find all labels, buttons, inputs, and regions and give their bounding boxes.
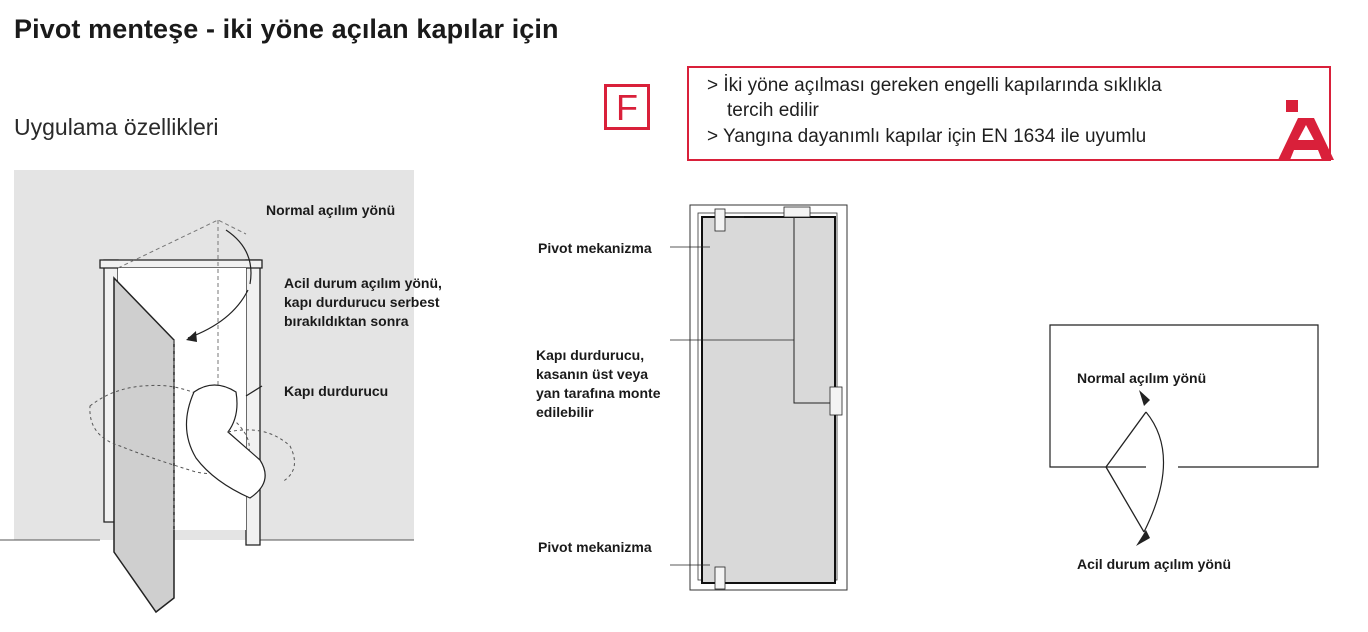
label-emergency-opening-1: Acil durum açılım yönü, bbox=[284, 275, 442, 291]
label-plan-emergency: Acil durum açılım yönü bbox=[1077, 556, 1232, 572]
brand-logo-icon bbox=[1278, 100, 1334, 162]
door-elevation-diagram bbox=[670, 195, 870, 615]
label-plan-normal: Normal açılım yönü bbox=[1077, 370, 1207, 386]
info-line-3: > Yangına dayanımlı kapılar için EN 1634 ile uyumlu bbox=[707, 126, 1147, 147]
info-line-1: > İki yöne açılması gereken engelli kapılarında sıklıkla bbox=[707, 75, 1162, 96]
label-pivot-top: Pivot mekanizma bbox=[538, 240, 652, 256]
page-title: Pivot menteşe - iki yöne açılan kapılar için bbox=[14, 14, 559, 44]
label-normal-opening: Normal açılım yönü bbox=[266, 202, 396, 218]
label-stopper-mount-1: Kapı durdurucu, bbox=[536, 347, 645, 363]
label-pivot-bottom: Pivot mekanizma bbox=[538, 539, 652, 555]
info-box bbox=[687, 66, 1331, 161]
opening-direction-plan bbox=[1040, 318, 1340, 578]
label-emergency-opening-3: bırakıldıktan sonra bbox=[284, 313, 409, 329]
info-line-2: tercih edilir bbox=[727, 100, 819, 121]
label-door-stopper: Kapı durdurucu bbox=[284, 383, 389, 399]
section-subtitle: Uygulama özellikleri bbox=[14, 114, 219, 140]
label-emergency-opening-2: kapı durdurucu serbest bbox=[284, 294, 440, 310]
label-stopper-mount-4: edilebilir bbox=[536, 404, 594, 420]
label-stopper-mount-2: kasanın üst veya bbox=[536, 366, 649, 382]
label-stopper-mount-3: yan tarafına monte bbox=[536, 385, 661, 401]
f-badge: F bbox=[604, 84, 650, 130]
